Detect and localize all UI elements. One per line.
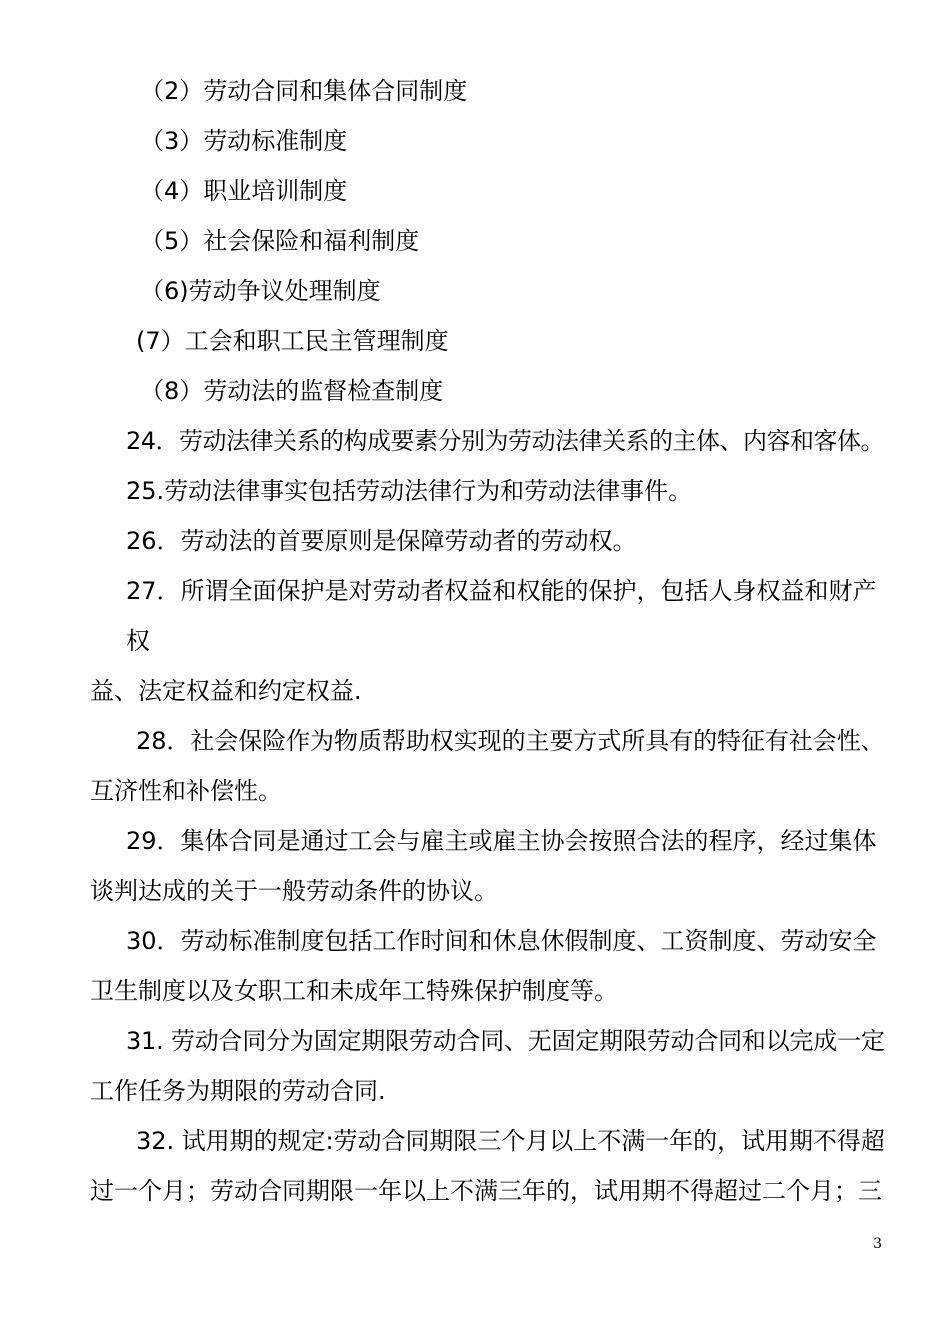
- text-line: （8）劳动法的监督检查制度: [140, 377, 444, 405]
- text-line: 过一个月；劳动合同期限一年以上不满三年的，试用期不得超过二个月；三: [90, 1177, 882, 1205]
- page-number: 3: [873, 1236, 882, 1252]
- text-line: 28．社会保险作为物质帮助权实现的主要方式所具有的特征有社会性、: [136, 727, 885, 755]
- text-line: (7）工会和职工民主管理制度: [136, 327, 449, 355]
- text-line: （5）社会保险和福利制度: [140, 227, 420, 255]
- text-line: 益、法定权益和约定权益.: [90, 677, 362, 705]
- text-line: （4）职业培训制度: [140, 177, 348, 205]
- text-line: 30．劳动标准制度包括工作时间和休息休假制度、工资制度、劳动安全: [126, 927, 877, 955]
- text-line: 31. 劳动合同分为固定期限劳动合同、无固定期限劳动合同和以完成一定: [126, 1027, 885, 1055]
- text-line: 26．劳动法的首要原则是保障劳动者的劳动权。: [126, 527, 637, 555]
- text-line: （2）劳动合同和集体合同制度: [140, 77, 468, 105]
- text-line: 工作任务为期限的劳动合同.: [90, 1077, 386, 1105]
- text-line: 谈判达成的关于一般劳动条件的协议。: [90, 877, 498, 905]
- text-line: 权: [126, 627, 150, 655]
- text-line: 32. 试用期的规定:劳动合同期限三个月以上不满一年的，试用期不得超: [136, 1127, 885, 1155]
- text-line: 卫生制度以及女职工和未成年工特殊保护制度等。: [90, 977, 618, 1005]
- text-line: 互济性和补偿性。: [90, 777, 282, 805]
- text-line: （3）劳动标准制度: [140, 127, 348, 155]
- text-line: 27．所谓全面保护是对劳动者权益和权能的保护，包括人身权益和财产: [126, 577, 877, 605]
- text-line: （6)劳动争议处理制度: [140, 277, 381, 305]
- text-line: 24．劳动法律关系的构成要素分别为劳动法律关系的主体、内容和客体。: [126, 427, 885, 455]
- text-line: 29．集体合同是通过工会与雇主或雇主协会按照合法的程序，经过集体: [126, 827, 877, 855]
- text-line: 25.劳动法律事实包括劳动法律行为和劳动法律事件。: [126, 477, 693, 505]
